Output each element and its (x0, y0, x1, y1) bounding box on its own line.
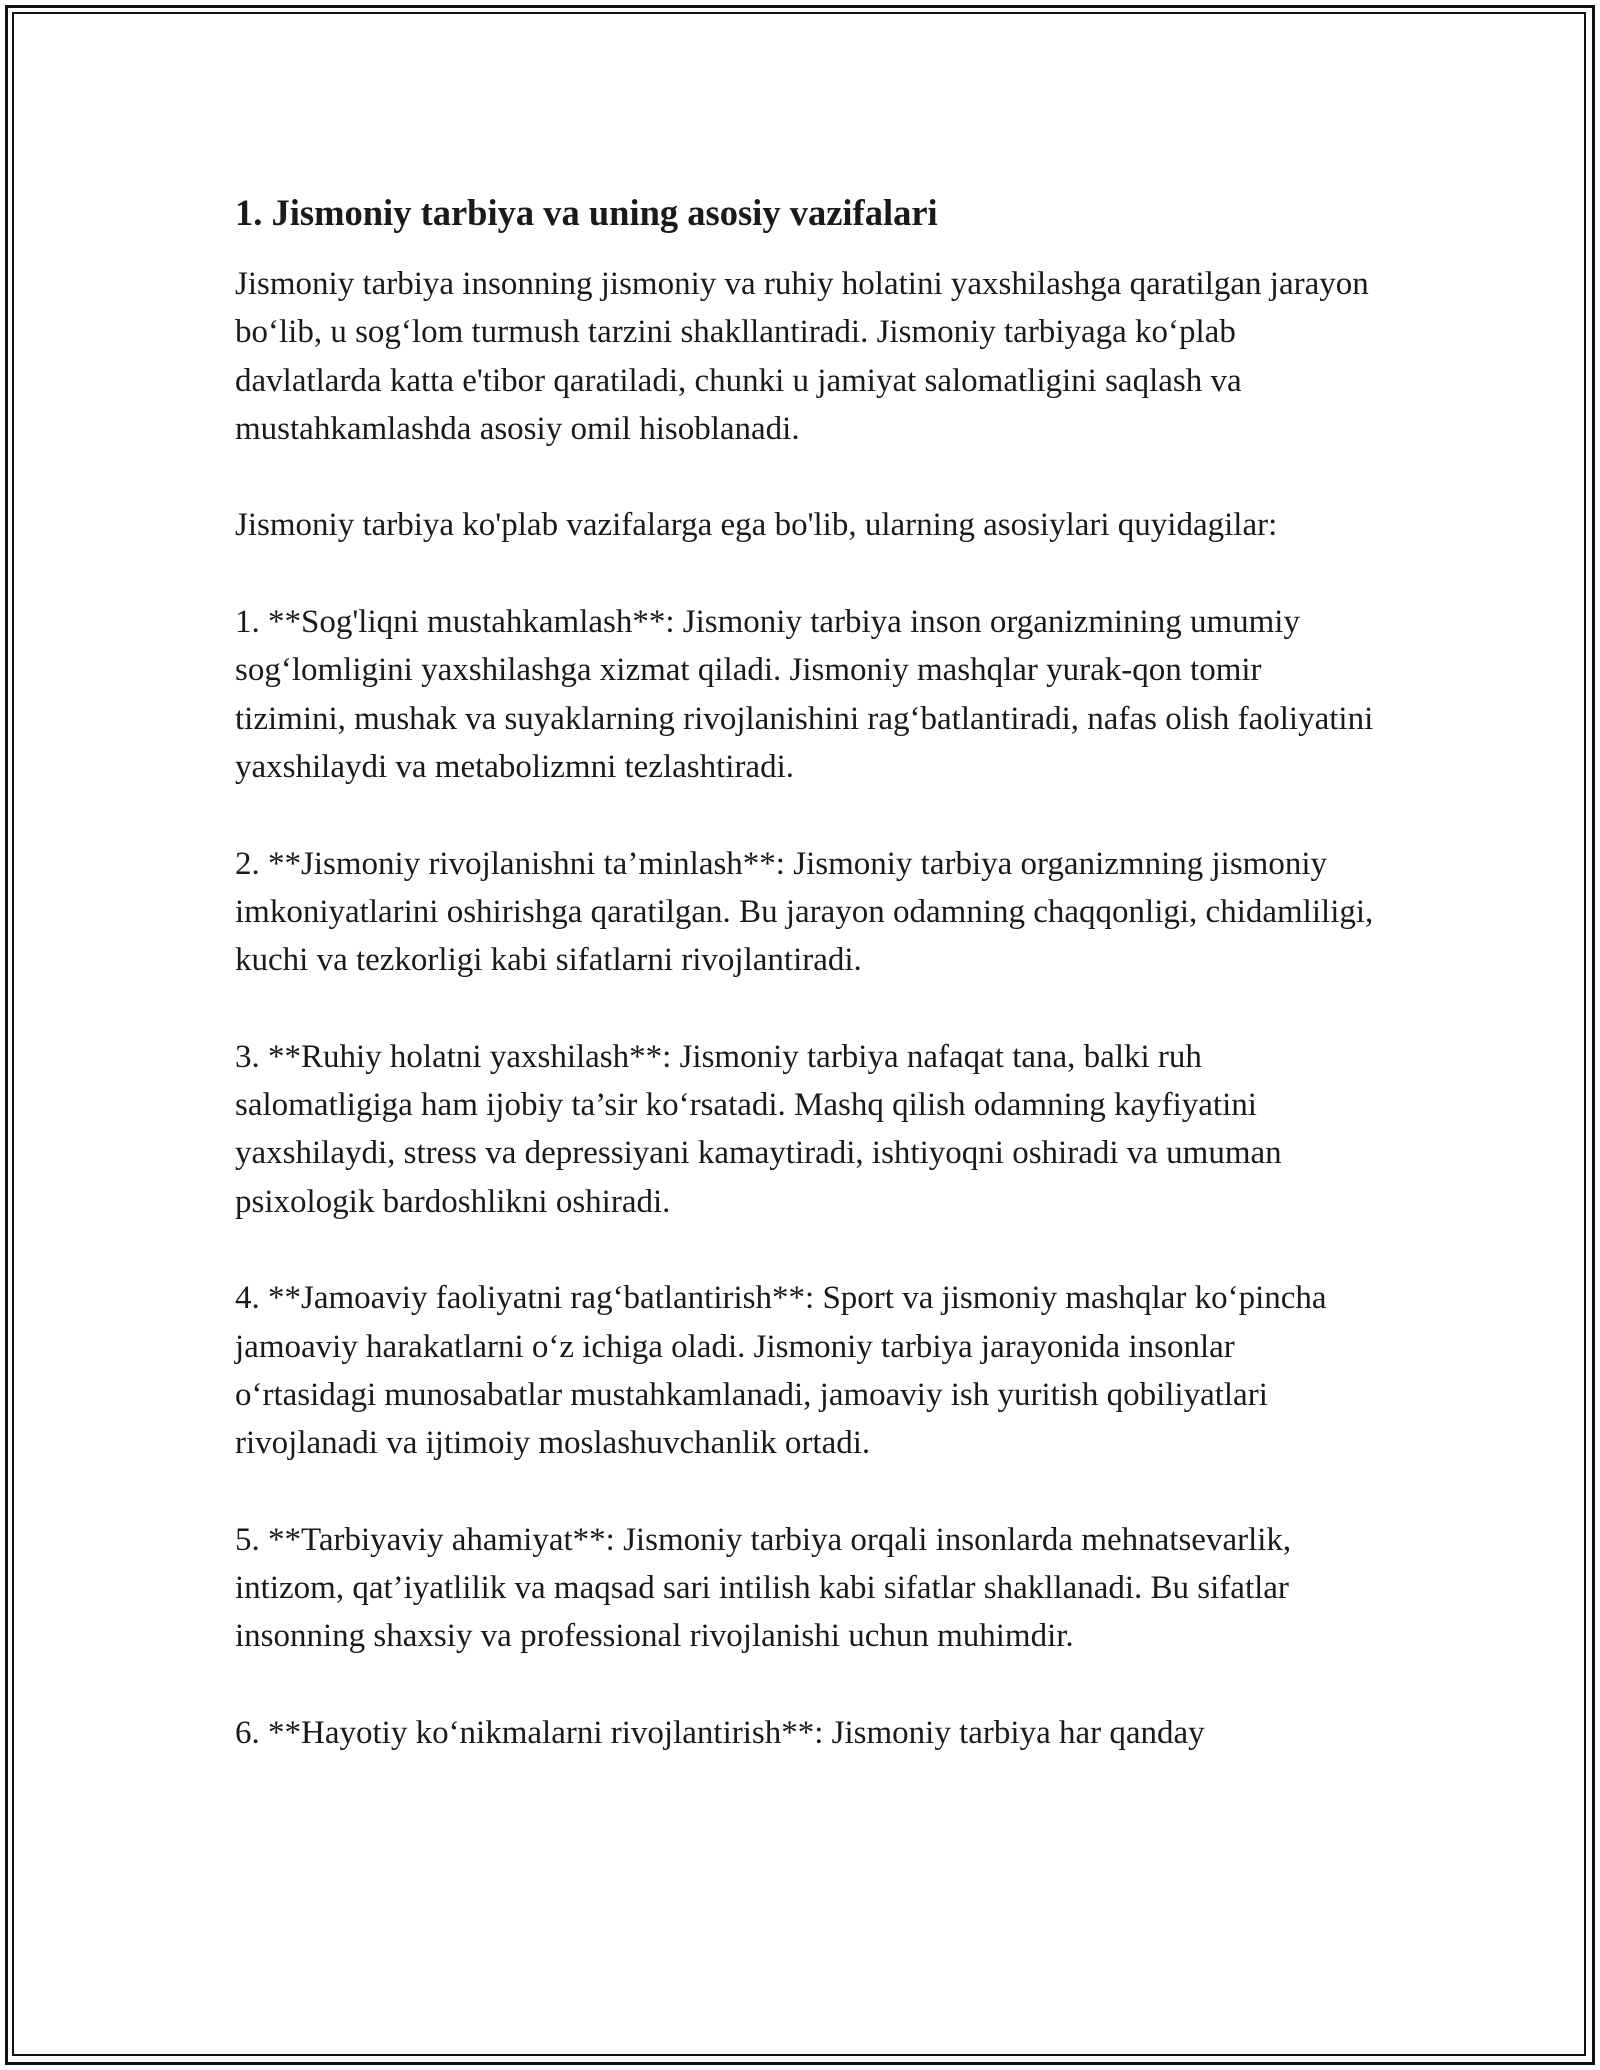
task-item-6: 6. **Hayotiy ko‘nikmalarni rivojlantirish**: Jismoniy tarbiya har qanday (235, 1714, 1205, 1751)
section-title: 1. Jismoniy tarbiya va uning asosiy vazifalari (235, 192, 938, 233)
intro-paragraph: Jismoniy tarbiya insonning jismoniy va ruhiy holatini yaxshilashga qaratilgan jarayon bo‘lib, u sog‘lom turmush tarzini shakllantiradi. Jismoniy tarbiyaga ko‘plab davlatlarda katta e'tibor qaratiladi, chunki u jamiyat salomatligini saqlash va mustahkamlashda asosiy omil hisoblanadi. (235, 266, 1369, 447)
task-item-5: 5. **Tarbiyaviy ahamiyat**: Jismoniy tarbiya orqali insonlarda mehnatsevarlik, intizom, qat’iyatlilik va maqsad sari intilish kabi sifatlar shakllanadi. Bu sifatlar insonning shaxsiy va professional rivojlanishi uchun muhimdir. (235, 1521, 1292, 1655)
task-item-1: 1. **Sog'liqni mustahkamlash**: Jismoniy tarbiya inson organizmining umumiy sog‘lomligini yaxshilashga xizmat qiladi. Jismoniy mashqlar yurak-qon tomir tizimini, mushak va suyaklarning rivojlanishini rag‘batlantiradi, nafas olish faoliyatini yaxshilaydi va metabolizmni tezlashtiradi. (235, 604, 1374, 785)
task-item-2: 2. **Jismoniy rivojlanishni ta’minlash**: Jismoniy tarbiya organizmning jismoniy imkoniyatlarini oshirishga qaratilgan. Bu jarayon odamning chaqqonligi, chidamliligi, kuchi va tezkorligi kabi sifatlarni rivojlantiradi. (235, 845, 1374, 979)
task-item-3: 3. **Ruhiy holatni yaxshilash**: Jismoniy tarbiya nafaqat tana, balki ruh salomatligiga ham ijobiy ta’sir ko‘rsatadi. Mashq qilish odamning kayfiyatini yaxshilaydi, stress va depressiyani kamaytiradi, ishtiyoqni oshiradi va umuman psixologik bardoshlikni oshiradi. (235, 1038, 1282, 1220)
document-body (235, 188, 1375, 1806)
task-item-4: 4. **Jamoaviy faoliyatni rag‘batlantirish**: Sport va jismoniy mashqlar ko‘pincha jamoaviy harakatlarni o‘z ichiga oladi. Jismoniy tarbiya jarayonida insonlar o‘rtasidagi munosabatlar mustahkamlanadi, jamoaviy ish yuritish qobiliyatlari rivojlanadi va ijtimoiy moslashuvchanlik ortadi. (235, 1280, 1327, 1462)
tasks-lead-paragraph: Jismoniy tarbiya ko'plab vazifalarga ega bo'lib, ularning asosiylari quyidagilar: (235, 507, 1278, 544)
